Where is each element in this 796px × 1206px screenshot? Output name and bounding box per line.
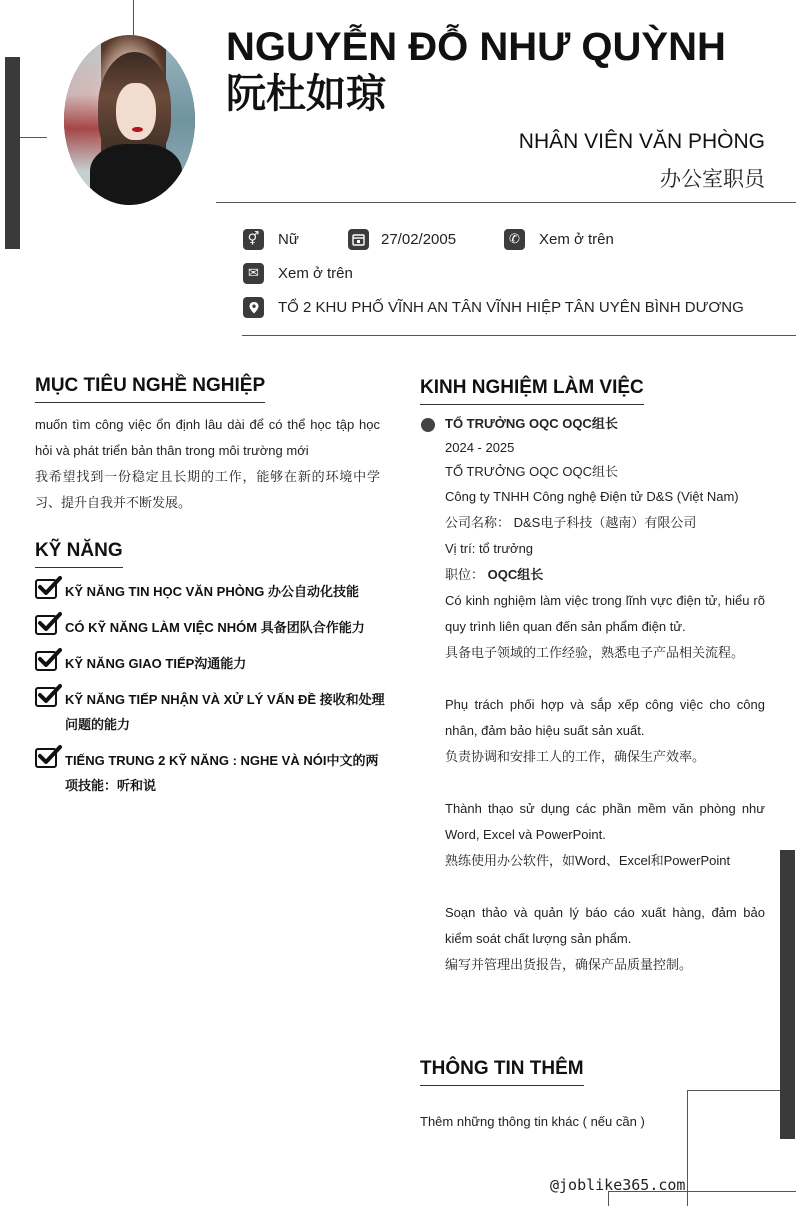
skills-section [35,540,123,568]
timeline-dot [421,418,435,432]
contact-address [243,297,744,318]
job-title-cn: 办公室职员 [660,168,765,191]
watermark: @joblike365.com [550,1176,686,1194]
experience-role: TỔ TRƯỞNG OQC OQC组长 [445,416,618,431]
avatar [64,35,195,205]
experience-desc: Soạn thảo và quản lý báo cáo xuất hàng, đảm bảo kiểm soát chất lượng sản phẩm. [445,905,765,946]
decorative-line [687,1090,780,1091]
skill-item: KỸ NĂNG TIN HỌC VĂN PHÒNG 办公自动化技能 [35,579,385,604]
decorative-line [687,1090,688,1206]
header-divider [216,202,796,203]
skill-item: TIẾNG TRUNG 2 KỸ NĂNG : NGHE VÀ NÓI中文的两项技能：听和说 [35,748,385,798]
phone-icon: ✆ [504,229,525,250]
skill-item: KỸ NĂNG TIẾP NHẬN VÀ XỬ LÝ VẤN ĐỀ 接收和处理问题的能力 [35,687,385,737]
checkbox-icon [35,687,57,707]
candidate-name: NGUYỄN ĐỖ NHƯ QUỲNH 阮杜如琼 [226,25,726,116]
objective-title: MỤC TIÊU NGHỀ NGHIỆP [35,375,265,403]
objective-text-cn: 我希望找到一份稳定且长期的工作，能够在新的环境中学习、提升自我并不断发展。 [35,469,380,510]
experience-period: 2024 - 2025 [445,440,515,455]
skills-list [35,579,385,798]
address-value: TỔ 2 KHU PHỐ VĨNH AN TÂN VĨNH HIỆP TÂN UYÊN BÌNH DƯƠNG [278,299,744,316]
experience-desc: 熟练使用办公软件，如Word、Excel和PowerPoint [445,853,731,868]
email-icon: ✉ [243,263,264,284]
gender-icon: ⚥ [243,229,264,250]
experience-position: TỔ TRƯỞNG OQC OQC组长 [445,464,618,479]
job-title-vn: NHÂN VIÊN VĂN PHÒNG [518,130,765,153]
calendar-icon [348,229,369,250]
extra-title: THÔNG TIN THÊM [420,1058,584,1086]
checkbox-icon [35,579,57,599]
birthday-value: 27/02/2005 [381,231,457,248]
experience-company: Công ty TNHH Công nghệ Điện tử D&S (Việt Nam) [445,489,739,504]
experience-title: KINH NGHIỆM LÀM VIỆC [420,377,644,405]
contact-divider [242,335,796,336]
experience-desc: Phụ trách phối hợp và sắp xếp công việc cho công nhân, đảm bảo hiệu suất sản xuất. [445,697,765,738]
extra-section [420,1058,584,1086]
contact-phone [504,229,614,250]
objective-text-vn: muốn tìm công việc ổn định lâu dài để có thể học tập học hỏi và phát triển bản thân trong môi trường mới [35,417,380,458]
gender-value: Nữ [278,231,299,248]
experience-section [420,377,644,405]
extra-text: Thêm những thông tin khác ( nếu cần ) [420,1114,645,1129]
decorative-line [133,0,134,36]
skills-title: KỸ NĂNG [35,540,123,568]
objective-section [35,375,265,403]
experience-company-cn: 公司名称： D&S电子科技（越南）有限公司 [445,515,697,530]
email-value: Xem ở trên [278,265,353,282]
experience-desc: 编写并管理出货报告，确保产品质量控制。 [445,957,693,972]
checkbox-icon [35,651,57,671]
experience-desc: 具备电子领域的工作经验，熟悉电子产品相关流程。 [445,645,745,660]
experience-desc: Có kinh nghiệm làm việc trong lĩnh vực điện tử, hiểu rõ quy trình liên quan đến sản phẩm điện tử. [445,593,765,634]
skill-item: CÓ KỸ NĂNG LÀM VIỆC NHÓM 具备团队合作能力 [35,615,385,640]
experience-entry [445,412,765,978]
skill-item: KỸ NĂNG GIAO TIẾP沟通能力 [35,651,385,676]
objective-text [35,412,380,516]
decorative-line [20,137,47,138]
checkbox-icon [35,748,57,768]
experience-position-vn: Vị trí: tổ trưởng [445,541,534,556]
location-icon [243,297,264,318]
decorative-bar-left [5,57,20,249]
experience-desc: 负责协调和安排工人的工作，确保生产效率。 [445,749,706,764]
contact-gender [243,229,299,250]
phone-value: Xem ở trên [539,231,614,248]
contact-email [243,263,353,284]
experience-desc: Thành thạo sử dụng các phần mềm văn phòng như Word, Excel và PowerPoint. [445,801,765,842]
decorative-bar-right [780,850,795,1139]
experience-position-cn: 职位： OQC组长 [445,567,544,582]
checkbox-icon [35,615,57,635]
contact-birthday [348,229,456,250]
